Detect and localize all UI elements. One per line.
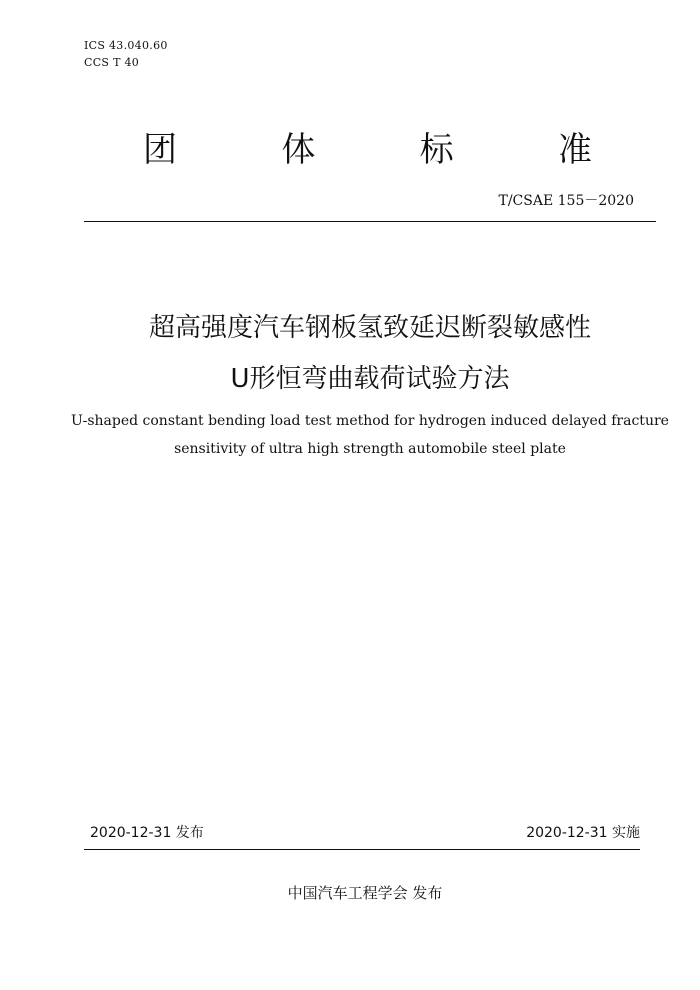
header-divider <box>84 221 656 222</box>
standard-type-heading <box>130 127 605 173</box>
title-cn-line-2: U形恒弯曲载荷试验方法 <box>230 364 510 394</box>
footer-divider <box>84 849 640 850</box>
issue-date: 2020-12-31 发布 <box>90 825 204 841</box>
implementation-date: 2020-12-31 实施 <box>526 825 640 841</box>
title-en-line-1: U-shaped constant bending load test method for hydrogen induced delayed fracture <box>71 413 669 429</box>
title-en-line-2: sensitivity of ultra high strength automobile steel plate <box>174 441 566 457</box>
ics-code: ICS 43.040.60 <box>84 39 168 52</box>
standard-type-char: 准 <box>557 130 592 170</box>
title-cn-line-1: 超高强度汽车钢板氢致延迟断裂敏感性 <box>148 313 591 343</box>
ccs-code: CCS T 40 <box>84 56 140 69</box>
standard-type-char: 标 <box>419 130 454 170</box>
classification-codes <box>84 37 168 71</box>
publisher: 中国汽车工程学会 发布 <box>287 884 443 902</box>
standard-type-char: 团 <box>143 130 177 170</box>
standard-number: T/CSAE 155－2020 <box>498 193 634 209</box>
standard-type-char: 体 <box>281 130 316 170</box>
